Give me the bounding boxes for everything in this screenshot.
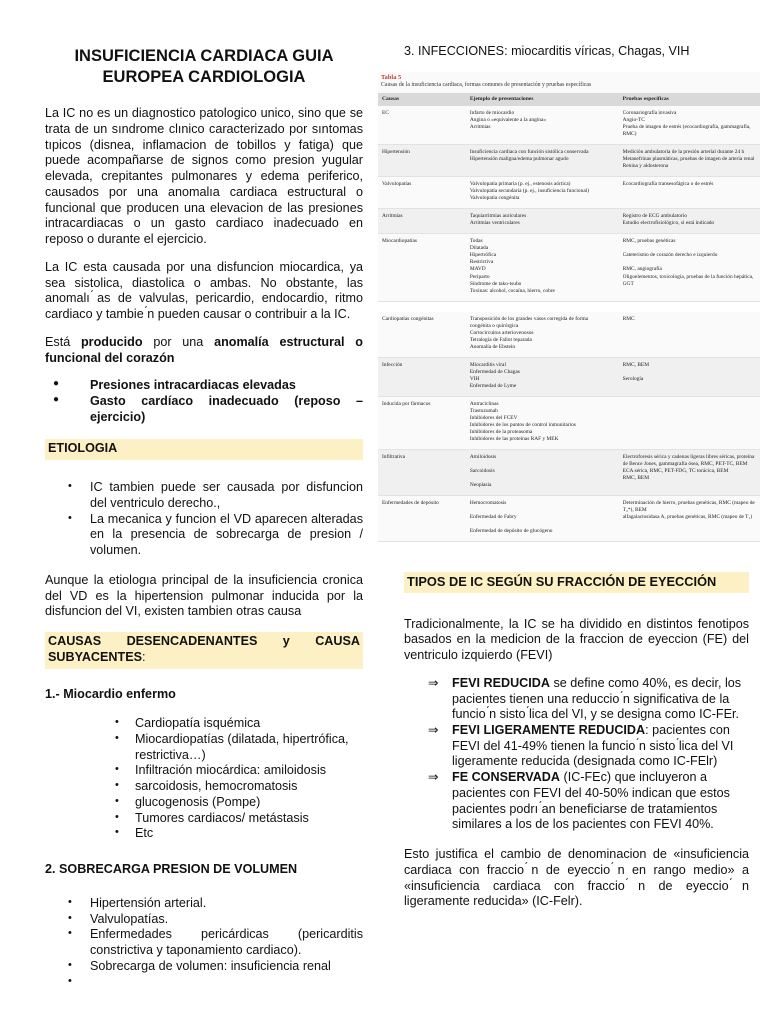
cell-line: ECA sérica, RMC, PET-FDG, TC torácica, BEM: [622, 467, 729, 474]
cell-line: Inhibidores del FCEV: [469, 414, 518, 421]
cell-line: Hemocromatosis: [469, 499, 507, 506]
list-item: • La mecanica y funcion el VD aparecen alteradas en la presencia de sobrecarga de presion / volumen.: [45, 512, 363, 559]
table-cell: [378, 209, 466, 234]
fevi-list: [428, 676, 748, 833]
key-bullets: [45, 378, 363, 425]
table-cell: [378, 449, 466, 495]
table-cell: [378, 312, 466, 358]
table-cell: [619, 234, 760, 301]
cell-line: Enfermedad de depósito de glucógeno: [469, 527, 553, 534]
table-row: [378, 312, 760, 358]
cell-line: [470, 475, 615, 482]
cell-line: Ecocardiografía transesofágica o de estrés: [622, 181, 714, 188]
fevi-label: FE CONSERVADA: [452, 770, 560, 785]
table-cell: [378, 495, 466, 541]
cell-line: Tetralogía de Fallot reparada: [469, 336, 532, 343]
table-cell: [619, 209, 760, 234]
causes-table-top: [378, 93, 760, 302]
cell-line: congénita o quirúrgica: [469, 322, 519, 329]
list-item: • Valvulopatías.: [45, 912, 363, 928]
cell-line: Oligoelementos, toxicología, pruebas de la función hepática,: [622, 273, 754, 280]
table-cell: [378, 357, 466, 396]
table-row: [378, 357, 760, 396]
structural-text-c: por una: [142, 334, 215, 349]
table-cell: [378, 396, 466, 449]
cell-line: Valvulopatía congénita: [469, 195, 520, 202]
table-row: [378, 209, 760, 234]
table-cell: [466, 145, 619, 177]
list-item: • Hipertensión arterial.: [45, 896, 363, 912]
cell-line: Infección: [382, 361, 403, 368]
structural-paragraph: [45, 335, 363, 366]
cell-line: GGT: [622, 280, 634, 287]
title-line-2: EUROPEA CARDIOLOGIA: [102, 68, 306, 87]
table-cell: [466, 312, 619, 358]
causas-word: CAUSA: [315, 634, 360, 649]
table-row: [378, 145, 760, 177]
miocardio-heading: 1.- Miocardio enfermo: [45, 686, 176, 701]
cell-line: Inhibidores de los puntos de control inmunitarios: [469, 421, 576, 428]
causas-heading: [45, 632, 363, 668]
cell-line: Registro de ECG ambulatorio: [622, 213, 687, 220]
etiologia-heading: ETIOLOGIA: [45, 439, 363, 460]
cell-line: Arritmias ventriculares: [469, 220, 520, 227]
table-cell: [466, 209, 619, 234]
list-item: • Etc: [45, 826, 363, 842]
cell-line: alfagalactosidasa A, pruebas genéticas, RMC (mapeo de T₁): [622, 513, 753, 520]
cell-line: Angina o «equivalente a la angina»: [469, 117, 547, 124]
table-number: Tabla 5: [381, 73, 402, 81]
cell-line: Enfermedad de Lyme: [469, 382, 517, 389]
cell-line: Coronariografía invasiva: [622, 110, 677, 117]
table-cell: [619, 145, 760, 177]
cell-line: VIH: [469, 375, 480, 382]
etiology-paragraph: Aunque la etiologıa principal de la insuficiencia cronica del VD es la hipertension pulmonar inducida por la disfuncion del VI, existen tambien otras causa: [45, 572, 363, 619]
cause-paragraph: La IC esta causada por una disfuncion miocardica, ya sea sistolica, diastolica o ambas. No obstante, las anomalı ́as de valvulas, pericardio, endocardio, ritmo cardiaco y tambie ́n pueden causar o contribuir a la IC.: [45, 259, 363, 322]
list-item: • Infiltración miocárdica: amiloidosis: [45, 763, 363, 779]
cell-line: RMC, BEM: [622, 474, 650, 481]
arrow-icon: ⇒: [428, 722, 439, 737]
cell-line: Prueba de imagen de estrés (ecocardiografía, gammagrafía,: [622, 124, 751, 131]
title-line-1: INSUFICIENCIA CARDIACA GUIA: [74, 47, 334, 65]
cell-line: [470, 521, 615, 528]
cell-line: Enfermedad de Chagas: [469, 368, 520, 375]
document-title: [45, 46, 363, 88]
table-page-break: [378, 302, 760, 312]
table-cell: [378, 234, 466, 301]
bullet-item: ● Gasto cardíaco inadecuado (reposo – ejercicio): [45, 394, 363, 425]
fevi-text: se define como 40%, es decir, los pacientes tienen una reduccio ́n significativa de la funcio ́n sisto ́lica del VI, y se designa como IC-FEr.: [452, 675, 742, 722]
list-item: • glucogenosis (Pompe): [45, 795, 363, 811]
cell-line: Hipertensión maligna/edema pulmonar agudo: [469, 156, 569, 163]
cell-line: Taquiarritmias auriculares: [469, 213, 527, 220]
fevi-label: FEVI LIGERAMENTE REDUCIDA: [452, 722, 646, 737]
cell-line: Inducida por fármacos: [382, 400, 431, 407]
final-paragraph: Esto justifica el cambio de denominacion de «insuficiencia cardiaca con fraccio ́n de eyeccio ́n en rango medio» a «insuficiencia cardiaca con fraccio ́n de eyeccio ́n ligeramente reducida» (IC-Felr).: [404, 847, 749, 909]
table-cell: [619, 106, 760, 145]
causes-table-bottom: [378, 312, 760, 542]
table-cell: [466, 234, 619, 301]
cell-line: [623, 401, 756, 408]
cell-line: Determinación de hierro, pruebas genéticas, RMC (mapeo de: [622, 499, 755, 506]
cell-line: Todas: [469, 238, 483, 245]
intro-paragraph: La IC no es un diagnostico patologico unico, sino que se trata de un sındrome clınico caracterizado por sıntomas tıpicos (disnea, inflamacion de tobillos y fatiga) que puede acompañarse de signos como presion yugular elevada, crepitantes pulmonares y edema periferico, causados por una anomalıa cardiaca estructural o funcional que producen una elevacion de las presiones intracardiacas o un gasto cardiaco inadecuado en reposo o durante el ejercicio.: [45, 106, 363, 247]
right-column: [378, 40, 758, 922]
fevi-item: [428, 723, 748, 770]
table-caption: [378, 72, 760, 82]
table-cell: [466, 449, 619, 495]
list-item: • Cardiopatía isquémica: [45, 716, 363, 732]
causas-word: DESENCADENANTES: [126, 634, 258, 649]
cell-line: RMC, BEM: [622, 361, 650, 368]
cell-line: Valvulopatía secundaria (p. ej., insuficiencia funcional): [469, 188, 590, 195]
cell-line: Cortocircuitos arteriovenosos: [469, 329, 534, 336]
table-row: [378, 396, 760, 449]
structural-text-d: anomalía estructural o funcional del corazón: [45, 334, 363, 365]
table-subtitle: Causas de la insuficiencia cardiaca, formas comunes de presentación y pruebas específicas: [381, 81, 592, 88]
table-header: Pruebas específicas: [619, 93, 760, 106]
cell-line: de Bence Jones, gammagrafía ósea, RMC, PET-TC, BEM: [622, 460, 748, 467]
table-header-row: [378, 93, 760, 106]
cell-line: Transposición de los grandes vasos corregida de forma: [469, 315, 589, 322]
cell-line: RMC, pruebas genéticas: [622, 238, 676, 245]
volumen-heading: 2. SOBRECARGA PRESION DE VOLUMEN: [45, 862, 298, 877]
cell-line: EC: [382, 110, 389, 117]
table-cell: [619, 449, 760, 495]
cell-line: Enfermedad de Fabry: [469, 513, 517, 520]
etiologia-list: [45, 480, 363, 559]
causas-word: SUBYACENTES: [48, 649, 143, 664]
cell-line: Amiloidosis: [469, 453, 497, 460]
structural-text-b: producido: [80, 334, 143, 349]
table-header: Causas: [378, 93, 466, 106]
cell-line: MAVD: [469, 266, 486, 273]
left-column: [45, 40, 363, 1004]
list-item: • Enfermedades pericárdicas (pericarditis constrictiva y taponamiento cardiaco).: [45, 927, 363, 958]
table-cell: [466, 357, 619, 396]
arrow-icon: ⇒: [428, 675, 439, 690]
cell-line: Infiltrativa: [382, 453, 406, 460]
cell-line: Antraciclinas: [469, 400, 499, 407]
cell-line: Arritmias: [469, 124, 491, 131]
cell-line: Toxinas: alcohol, cocaína, hierro, cobre: [469, 287, 555, 294]
fevi-text: : pacientes con FEVI del 41-49% tienen la funcio ́n sisto ́lica del VI ligeramente reducida (designada como IC-FElr): [452, 722, 734, 769]
cell-line: [623, 369, 756, 376]
list-item: • Miocardiopatías (dilatada, hipertrófica, restrictiva…): [45, 732, 363, 763]
cell-line: Medición ambulatoria de la presión arterial durante 24 h: [622, 149, 745, 156]
infecciones-heading: 3. INFECCIONES: miocarditis víricas, Chagas, VIH: [404, 44, 690, 58]
causas-colon: :: [142, 649, 146, 664]
list-item: • IC tambien puede ser causada por disfuncion del ventriculo derecho.,: [45, 480, 363, 511]
cell-line: Síndrome de tako-tsubo: [469, 280, 522, 287]
table-cell: [466, 495, 619, 541]
cell-line: Angio-TC: [622, 117, 645, 124]
table-cell: [619, 312, 760, 358]
list-item: • Sobrecarga de volumen: insuficiencia renal: [45, 959, 363, 975]
causas-word: CAUSAS: [48, 634, 102, 649]
table-cell: [619, 396, 760, 449]
cell-line: Dilatada: [469, 245, 489, 252]
causes-table-image: [378, 72, 760, 542]
structural-text-a: Está: [45, 334, 81, 349]
miocardio-list: [45, 716, 363, 842]
table-cell: [619, 177, 760, 209]
cell-line: RMC: [622, 315, 635, 322]
causas-word: y: [282, 634, 290, 649]
fevi-item: [428, 676, 748, 723]
cell-line: Inhibidores de la proteasoma: [469, 428, 533, 435]
cell-line: Hipertrófica: [469, 252, 497, 259]
table-cell: [619, 357, 760, 396]
list-item: • sarcoidosis, hemocromatosis: [45, 779, 363, 795]
cell-line: Anomalía de Ebstein: [469, 343, 516, 350]
cell-line: RMC): [622, 131, 637, 138]
cell-line: Valvulopatías: [382, 181, 412, 188]
cell-line: Hipertensión: [382, 149, 410, 156]
cell-line: Periparto: [469, 273, 490, 280]
cell-line: Estudio electrofisiológico, si está indicado: [622, 220, 715, 227]
traditional-paragraph: Tradicionalmente, la IC se ha dividido en distintos fenotipos basados en la medicion de la fraccion de eyeccion (FE) del ventriculo izquierdo (FEVI): [404, 616, 749, 663]
cell-line: Insuficiencia cardiaca con función sistólica conservada: [469, 149, 589, 156]
table-row: [378, 234, 760, 301]
table-cell: [466, 396, 619, 449]
table-row: [378, 177, 760, 209]
cell-line: T₂*), BEM: [622, 506, 647, 513]
table-row: [378, 106, 760, 145]
cell-line: Arritmias: [382, 213, 403, 220]
volumen-list: [45, 896, 363, 990]
fevi-label: FEVI REDUCIDA: [452, 675, 550, 690]
cell-line: Miocarditis viral: [469, 361, 506, 368]
cell-line: Serología: [622, 375, 644, 382]
table-cell: [619, 495, 760, 541]
cell-line: Enfermedades de depósito: [382, 499, 439, 506]
cell-line: Neoplasia: [469, 481, 492, 488]
cell-line: [470, 461, 615, 468]
arrow-icon: ⇒: [428, 770, 439, 785]
cell-line: RMC, angiografía: [622, 266, 662, 273]
cell-line: Trastuzumab: [469, 407, 498, 414]
cell-line: [470, 507, 615, 514]
cell-line: Cateterismo de corazón derecho e izquierdo: [622, 252, 718, 259]
cell-line: Sarcoidosis: [469, 467, 495, 474]
cell-line: [623, 259, 756, 266]
cell-line: Metanefrinas plasmáticas, pruebas de imagen de arteria renal: [622, 156, 755, 163]
fevi-item: [428, 770, 748, 833]
table-cell: [466, 106, 619, 145]
cell-line: Valvulopatía primaria (p. ej., estenosis aórtica): [469, 181, 571, 188]
list-item: • Tumores cardiacos/ metástasis: [45, 811, 363, 827]
table-cell: [378, 106, 466, 145]
cell-line: Cardiopatías congénitas: [382, 315, 434, 322]
cell-line: Renina y aldosterona: [622, 163, 669, 170]
table-cell: [466, 177, 619, 209]
cell-line: Restrictiva: [469, 259, 494, 266]
cell-line: [623, 245, 756, 252]
cell-line: Miocardiopatías: [382, 238, 418, 245]
cell-line: Inhibidores de las proteínas RAF y MEK: [469, 435, 559, 442]
table-header: Ejemplo de presentaciones: [466, 93, 619, 106]
bullet-item: ● Presiones intracardiacas elevadas: [45, 378, 363, 394]
list-item: [45, 975, 363, 991]
table-row: [378, 449, 760, 495]
cell-line: Infarto de miocardio: [469, 110, 515, 117]
table-cell: [378, 177, 466, 209]
fevi-text: (IC-FEc) que incluyeron a pacientes con FEVI del 40-50% indican que estos pacientes podrı ́an beneficiarse de tratamientos similares a los de los pacientes con FEVI 40%.: [452, 770, 730, 832]
table-row: [378, 495, 760, 541]
cell-line: Electroforesis sérica y cadenas ligeras libres séricas, proteína: [622, 453, 755, 460]
table-cell: [378, 145, 466, 177]
tipos-heading: TIPOS DE IC SEGÚN SU FRACCIÓN DE EYECCIÓN: [404, 572, 749, 593]
